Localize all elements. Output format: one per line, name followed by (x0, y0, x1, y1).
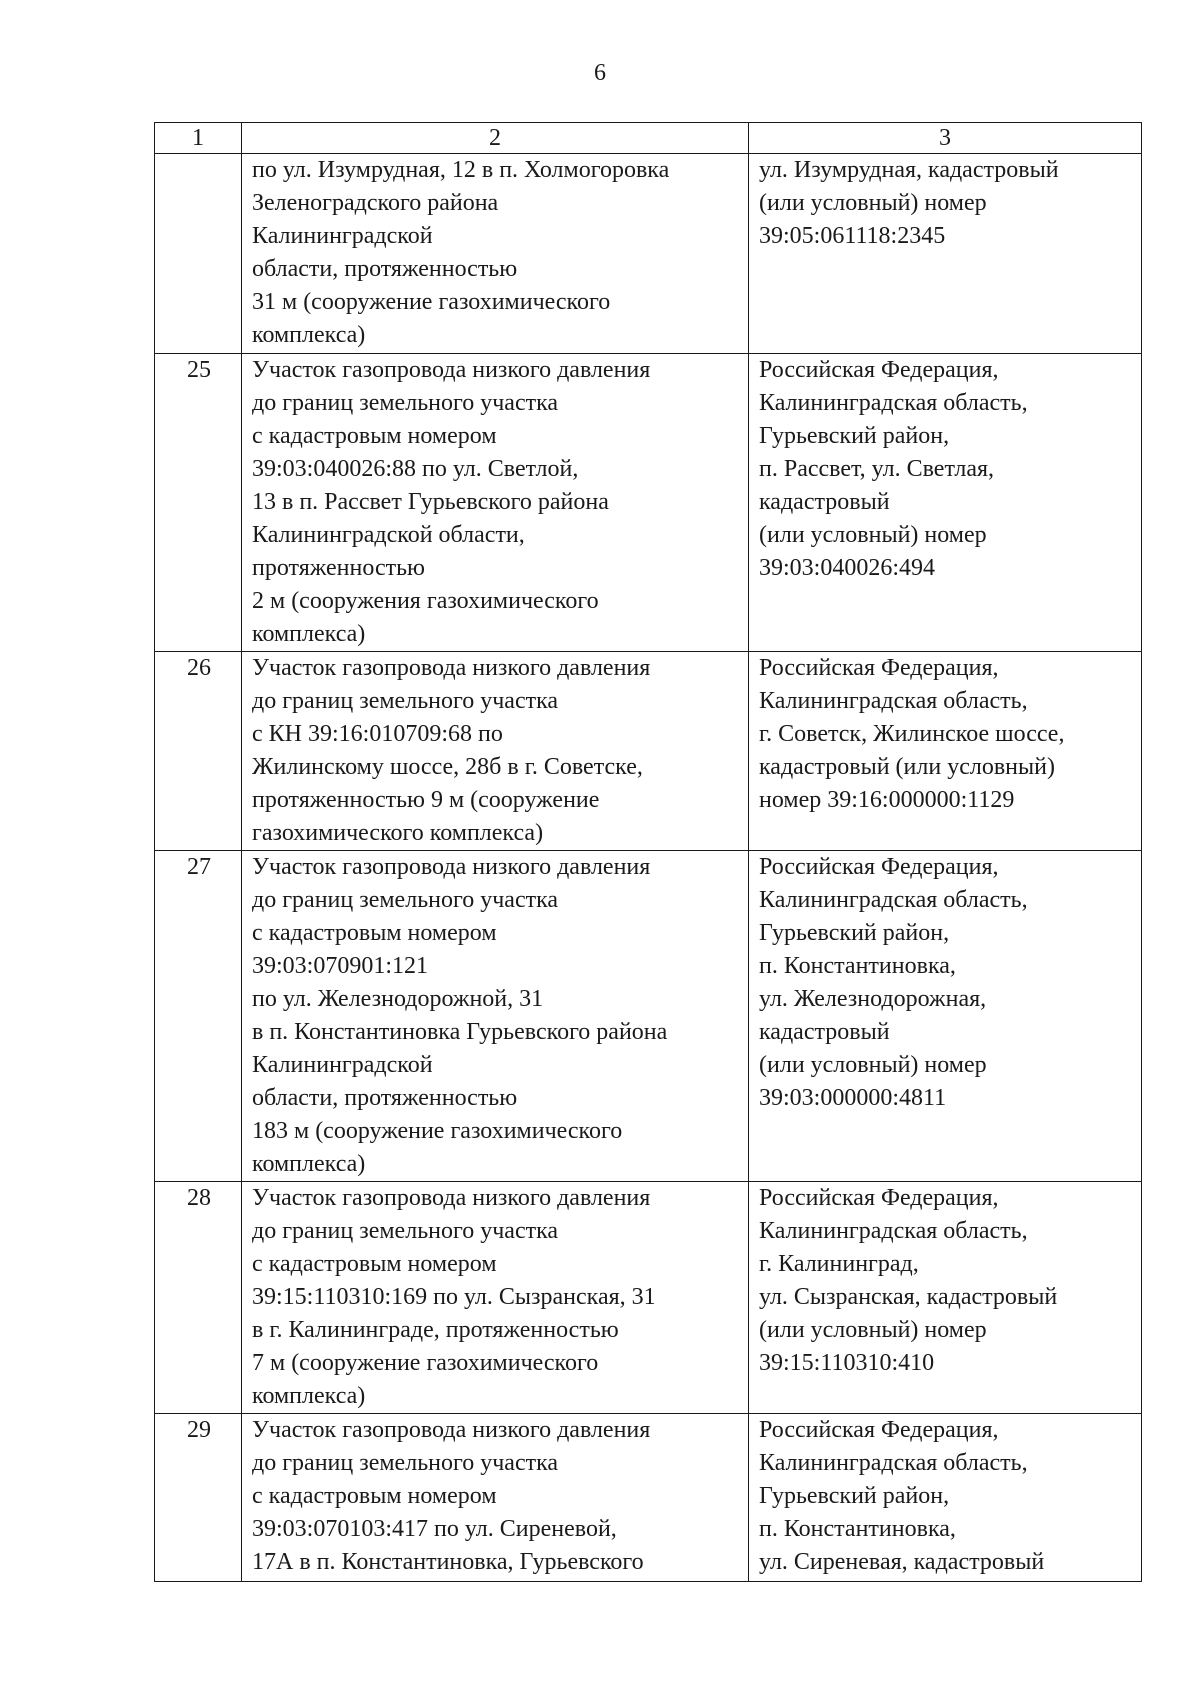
description-line: газохимического комплекса) (252, 820, 544, 846)
address-line: Российская Федерация, (759, 655, 999, 681)
address-line: г. Калининград, (759, 1251, 919, 1277)
row-number: 29 (155, 1414, 242, 1582)
address-line: Калининградская область, (759, 688, 1028, 714)
description-line: Участок газопровода низкого давления (252, 357, 651, 383)
address-line: Российская Федерация, (759, 1185, 999, 1211)
description-line: в п. Константиновка Гурьевского района (252, 1019, 668, 1045)
description-line: 17А в п. Константиновка, Гурьевского (252, 1549, 644, 1575)
description-line: комплекса) (252, 1383, 366, 1409)
description-line: Зеленоградского района (252, 190, 499, 216)
address-line: кадастровый (759, 489, 890, 515)
address-line: ул. Сиреневая, кадастровый (759, 1549, 1045, 1575)
object-address (749, 154, 1142, 354)
description-line: с КН 39:16:010709:68 по (252, 721, 503, 747)
description-line: Участок газопровода низкого давления (252, 655, 651, 681)
table-row (155, 1414, 1142, 1582)
address-line: 39:03:000000:4811 (759, 1085, 947, 1111)
description-line: Калининградской (252, 223, 433, 249)
address-line: номер 39:16:000000:1129 (759, 787, 1015, 813)
object-description (242, 851, 749, 1182)
description-line: в г. Калининграде, протяженностью (252, 1317, 619, 1343)
table-row (155, 354, 1142, 652)
address-line: Российская Федерация, (759, 357, 999, 383)
address-line: ул. Изумрудная, кадастровый (759, 157, 1059, 183)
description-line: с кадастровым номером (252, 423, 497, 449)
description-line: комплекса) (252, 322, 366, 348)
address-line: Российская Федерация, (759, 1417, 999, 1443)
address-line: ул. Сызранская, кадастровый (759, 1284, 1058, 1310)
description-line: 39:03:040026:88 по ул. Светлой, (252, 456, 579, 482)
address-line: Калининградская область, (759, 887, 1028, 913)
description-line: Участок газопровода низкого давления (252, 854, 651, 880)
description-line: Участок газопровода низкого давления (252, 1417, 651, 1443)
address-line: Гурьевский район, (759, 423, 950, 449)
address-line: ул. Железнодорожная, (759, 986, 987, 1012)
gas-pipeline-table (154, 122, 1142, 1582)
description-line: Калининградской области, (252, 522, 525, 548)
address-line: (или условный) номер (759, 190, 987, 216)
table-header-row (155, 123, 1142, 154)
description-line: по ул. Железнодорожной, 31 (252, 986, 544, 1012)
row-number: 26 (155, 652, 242, 851)
table-row (155, 851, 1142, 1182)
address-line: (или условный) номер (759, 1317, 987, 1343)
address-line: Калининградская область, (759, 1218, 1028, 1244)
address-line: г. Советск, Жилинское шоссе, (759, 721, 1065, 747)
address-line: (или условный) номер (759, 522, 987, 548)
object-description (242, 652, 749, 851)
description-line: комплекса) (252, 1151, 366, 1177)
address-line: п. Константиновка, (759, 953, 956, 979)
table-row (155, 1182, 1142, 1414)
description-line: протяженностью 9 м (сооружение (252, 787, 600, 813)
table-row (155, 652, 1142, 851)
description-line: Участок газопровода низкого давления (252, 1185, 651, 1211)
object-description (242, 354, 749, 652)
description-line: 13 в п. Рассвет Гурьевского района (252, 489, 609, 515)
column-header-1: 1 (155, 123, 242, 154)
description-line: 2 м (сооружения газохимического (252, 588, 599, 614)
address-line: Гурьевский район, (759, 1483, 950, 1509)
address-line: 39:05:061118:2345 (759, 223, 946, 249)
description-line: комплекса) (252, 621, 366, 647)
address-line: Гурьевский район, (759, 920, 950, 946)
description-line: до границ земельного участка (252, 887, 559, 913)
description-line: области, протяженностью (252, 1085, 518, 1111)
description-line: области, протяженностью (252, 256, 518, 282)
description-line: 7 м (сооружение газохимического (252, 1350, 599, 1376)
object-description (242, 1182, 749, 1414)
address-line: Российская Федерация, (759, 854, 999, 880)
description-line: 39:03:070103:417 по ул. Сиреневой, (252, 1516, 617, 1542)
description-line: до границ земельного участка (252, 390, 559, 416)
object-address (749, 354, 1142, 652)
description-line: по ул. Изумрудная, 12 в п. Холмогоровка (252, 157, 670, 183)
object-description (242, 1414, 749, 1582)
page-number: 6 (594, 60, 606, 86)
row-number: 27 (155, 851, 242, 1182)
object-address (749, 652, 1142, 851)
description-line: до границ земельного участка (252, 1450, 559, 1476)
row-number-empty (155, 154, 242, 354)
address-line: п. Константиновка, (759, 1516, 956, 1542)
address-line: Калининградская область, (759, 1450, 1028, 1476)
column-header-2: 2 (242, 123, 749, 154)
address-line: 39:03:040026:494 (759, 555, 936, 581)
address-line: (или условный) номер (759, 1052, 987, 1078)
object-address (749, 851, 1142, 1182)
address-line: Калининградская область, (759, 390, 1028, 416)
object-address (749, 1414, 1142, 1582)
table-row-continued (155, 154, 1142, 354)
description-line: 39:03:070901:121 (252, 953, 429, 979)
description-line: 39:15:110310:169 по ул. Сызранская, 31 (252, 1284, 656, 1310)
object-address (749, 1182, 1142, 1414)
description-line: с кадастровым номером (252, 1251, 497, 1277)
address-line: п. Рассвет, ул. Светлая, (759, 456, 995, 482)
object-description (242, 154, 749, 354)
row-number: 25 (155, 354, 242, 652)
description-line: с кадастровым номером (252, 920, 497, 946)
row-number: 28 (155, 1182, 242, 1414)
description-line: Калининградской (252, 1052, 433, 1078)
description-line: до границ земельного участка (252, 688, 559, 714)
address-line: кадастровый (или условный) (759, 754, 1055, 780)
column-header-3: 3 (749, 123, 1142, 154)
description-line: 183 м (сооружение газохимического (252, 1118, 623, 1144)
description-line: Жилинскому шоссе, 28б в г. Советске, (252, 754, 643, 780)
description-line: с кадастровым номером (252, 1483, 497, 1509)
address-line: кадастровый (759, 1019, 890, 1045)
description-line: до границ земельного участка (252, 1218, 559, 1244)
address-line: 39:15:110310:410 (759, 1350, 935, 1376)
description-line: протяженностью (252, 555, 425, 581)
description-line: 31 м (сооружение газохимического (252, 289, 611, 315)
